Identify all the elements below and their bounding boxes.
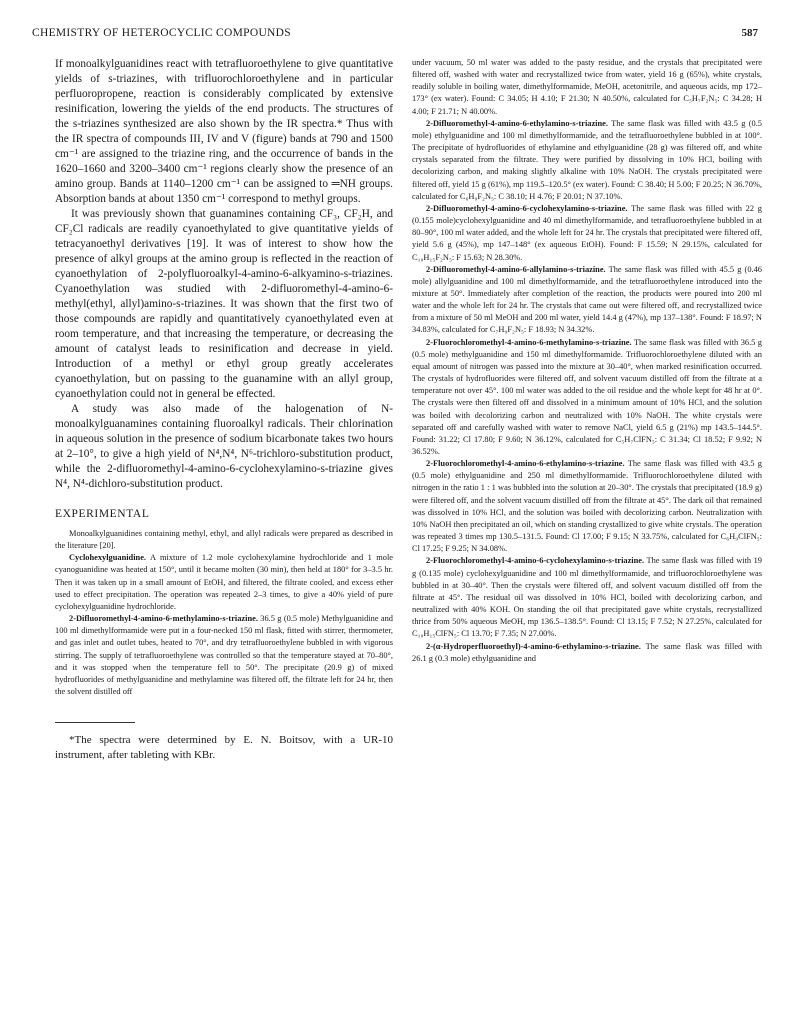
section-heading-experimental: EXPERIMENTAL — [55, 508, 150, 520]
procedure-text: The same flask was filled with 43.5 g (0.5 mole) ethylguanidine and 100 ml dimethylformamide, and the tetrafluoroethylene bubbled in at 100°. The precipitate of hydrofluorides of ethylamine and ethylguanidine (28 g) was filtered off, and white crystals separated from the filtrate. They were purified by dissolving in 10% HCl, boiling with decolorizing carbon, and making slightly alkaline with 10% NaOH. The crystals precipitated were filtered off, yield 15 g (61%), mp 119.5–120.5° (ex water). Found: C 38.40; H 5.00; F 20.25; N 36.70%, calculated for C₆H₉F₂N₅: C 38.10; H 4.76; F 20.01; N 37.10%. — [412, 118, 762, 201]
compound-name: 2-Fluorochloromethyl-4-amino-6-methylamino-s-triazine. — [426, 337, 632, 347]
experimental-paragraph — [412, 337, 762, 459]
footnote-rule — [55, 722, 135, 723]
experimental-paragraph — [55, 528, 393, 552]
experimental-paragraph — [412, 203, 762, 264]
body-paragraph: A study was also made of the halogenation of N-monoalkylguanamines containing fluoroalkyl radicals. Their chlorination in aqueous solution in the presence of sodium bicarbonate takes two hours at 2–10°, to give a high yield of N⁴,N⁴, N⁶-trichloro-substitution product, while the 2-difluoromethyl-4-amino-6-cyclohexylamino-s-triazine gives N⁴, N⁴-dichloro-substitution product. — [55, 403, 393, 490]
left-column — [55, 57, 393, 1022]
compound-name: Cyclohexylguanidine. — [69, 553, 147, 563]
procedure-text: The same flask was filled with 26.1 g (0.3 mole) ethylguanidine and — [412, 641, 762, 663]
procedure-text: A mixture of 1.2 mole cyclohexylamine hydrochloride and 1 mole cyanoguanidine was heated at 150°, until it became molten (30 min), then held at 180° for 3–3.5 hr. Then it was taken up in a small amount of EtOH, and filtered, the filtrate cooled, and excess ether used to effect precipitation. The operation was repeated 2–3 times, to give a 40% yield of pure cyclohexylguanidine hydrochloride. — [55, 553, 393, 611]
experimental-paragraph — [412, 555, 762, 640]
experimental-paragraph — [412, 57, 762, 118]
experimental-paragraph — [412, 264, 762, 337]
compound-name: 2-Fluorochloromethyl-4-amino-6-cyclohexylamino-s-triazine. — [426, 556, 645, 566]
procedure-text: The same flask was filled with 36.5 g (0.5 mole) methylguanidine and 150 ml dimethylformamide. Trifluorochloroethylene diluted with an equal amount of nitrogen was passed into the mixture at 30–40°, when marked resinification occurred. The crystals of hydrofluorides were filtered off, and solvent vacuum distilled off from the filtrate at a temperature not over 45°. 100 ml water was added to the oil residue and the whole kept for 48 hr at 0°. The crystals were then filtered off and dissolved in a minimum amount of 10% HCl, and the solution was boiled with decolorizing carbon and neutralized with 10% NaOH. The white crystals were separated off and carefully washed with water to remove NaCl, yield 6.5 g (21%) mp 143.5–144.5°. Found: 31.22; Cl 17.80; F 9.60; N 36.12%, calculated for C₅H₇ClFN₅: C 31.34; Cl 18.52; F 9.92; N 36.52%. — [412, 337, 762, 456]
procedure-text: The same flask was filled with 19 g (0.135 mole) cyclohexylguanidine and 100 ml dimethylformamide, and trifluorochloroethylene was bubbled in at 30–40°. Then the crystals were filtered off, and solvent vacuum distilled off from the filtrate at 45°. The residual oil was dissolved in 10% HCl, boiled with decolorizing carbon, and neutralized with 40% KOH. On standing the oil that precipitated gave white crystals, recrystallized thrice from 50% aqueous MeOH, mp 136.5–138.5°. Found: Cl 13.15; F 7.52; N 27.25%, calculated for C₁₀H₁₅ClFN₅: Cl 13.70; F 7.35; N 27.00%. — [412, 556, 762, 639]
body-paragraph: It was previously shown that guanamines containing CF₃, CF₂H, and CF₂Cl radicals are readily cyanoethylated to give quantitative yields of tetracyanoethyl derivatives [19]. It was of interest to show how the presence of alkyl groups at the amino group is reflected in the reaction of cyanoethylation of 2-polyfluoroalkyl-4-amino-6-alkyamino-s-triazines. Cyanoethylation was studied with 2-difluoromethyl-4-amino-6-methyl(ethyl, allyl)amino-s-triazines. It was shown that the first two of those compounds are rapidly and quantitatively cyanoethylated even at room temperature, and that increasing the temperature, or decreasing the amount of catalyst leads to resinification and decrease in yield. Introduction of a methyl or ethyl group greatly accelerates cyanoethylation, but on passing to the guanamine with an allyl group, cyanoethylation could not in general be effected. — [55, 208, 393, 400]
compound-name: 2-Difluoromethyl-4-amino-6-ethylamino-s-triazine. — [426, 118, 608, 128]
body-paragraph: If monoalkylguanidines react with tetrafluoroethylene to give quantitative yields of s-triazines, with trifluorochloroethylene and in particular perfluoropropene, reaction is considerably complicated by extensive resinification, lowering the yields of the end products. The structures of the s-triazines synthesized are also shown by the IR spectra.* Thus with the IR spectra of compounds III, IV and V (figure) bands at 790 and 1500 cm⁻¹ are assigned to the triazine ring, and the occurrence of bands in the 1620–1660 and 3200–3400 cm⁻¹ regions clearly show the presence of an amino group. Bands at 1140–1200 cm⁻¹ can be assigned to ═NH groups. Absorption bands at about 1350 cm⁻¹ correspond to methyl groups. — [55, 58, 393, 205]
page-header — [32, 27, 758, 45]
compound-name: 2-Difluoromethyl-4-amino-6-allylamino-s-triazine. — [426, 264, 606, 274]
right-column — [412, 57, 762, 1022]
procedure-text: 36.5 g (0.5 mole) Methylguanidine and 100 ml dimethylformamide were put in a four-necked 150 ml flask, fitted with stirrer, thermometer, and gas inlet and outlet tubes, heated to 70°, and dry tetrafluoroethylene bubbled in with vigorous stirring. The supply of tetrafluoroethylene was controlled so that the temperature stayed at 70–80°, and it was stopped when the temperature fell to 50°. The precipitate (20.9 g) of mixed hydrofluorides of methylguanidine and methylamine was filtered off, the filtrate left for 24 hr, then the solvent distilled off — [55, 614, 393, 697]
page-number: 587 — [741, 27, 758, 39]
compound-name: 2-Difluoromethyl-4-amino-6-methylamino-s-triazine. — [69, 614, 258, 624]
experimental-paragraph — [412, 458, 762, 555]
procedure-text: The same flask was filled with 22 g (0.155 mole)cyclohexylguanidine and 40 ml dimethylformamide, and tetrafluoroethylene bubbled in at 80–90°, 100 ml water added, and the whole left for 24 hr. The crystals that precipitated were filtered off, yield 5.6 g (45%), mp 147–148° (ex aqueous EtOH). Found: F 15.59; N 29.15%, calculated for C₁₀H₁₅F₂N₅: F 15.63; N 28.30%. — [412, 203, 762, 262]
procedure-text: under vacuum, 50 ml water was added to the pasty residue, and the crystals that precipitated were filtered off, washed with water and recrystallized twice from water, yield 16 g (65%), white crystals, readily soluble in boiling water, dimethylformamide, MeOH, acetonitrile, and aqueous acids, mp 172–173° (ex water). Found: C 34.05; H 4.10; F 21.30; N 40.50%, calculated for C₅H₇F₂N₅: C 34.28; H 4.00; F 21.71; N 40.00%. — [412, 58, 762, 116]
procedure-text: Monoalkylguanidines containing methyl, ethyl, and allyl radicals were prepared as described in the literature [20]. — [55, 529, 393, 551]
compound-name: 2-(α-Hydroperfluoroethyl)-4-amino-6-ethylamino-s-triazine. — [426, 641, 641, 651]
procedure-text: The same flask was filled with 45.5 g (0.46 mole) allylguanidine and 100 ml dimethylformamide, and the tetrafluoroethylene introduced into the mixture at 50°. Immediately after completion of the reaction, the products were poured into 200 ml water and the whole left for 24 hr. The crystals that came out were filtered off, and recrystallized twice from a mixture of 50 ml MeOH and 200 ml water, yield 14.4 g (47%), mp 137–138°. Found: F 18.97; N 34.83%, calculated for C₇H₉F₂N₅: F 18.93; N 34.32%. — [412, 264, 762, 335]
compound-name: 2-Fluorochloromethyl-4-amino-6-ethylamino-s-triazine. — [426, 459, 625, 469]
experimental-paragraph — [55, 552, 393, 613]
running-title: CHEMISTRY OF HETEROCYCLIC COMPOUNDS — [32, 27, 291, 39]
footnote: *The spectra were determined by E. N. Boitsov, with a UR-10 instrument, after tableting with KBr. — [55, 734, 393, 762]
compound-name: 2-Difluoromethyl-4-amino-6-cyclohexylamino-s-triazine. — [426, 203, 628, 213]
procedure-text: The same flask was filled with 43.5 g (0.5 mole) ethylguanidine and 250 ml dimethylformamide. Trifluorochloroethylene diluted with nitrogen in the ratio 1 : 1 was bubbled into the solution at 20–30°. The crystals that precipitated (18.9 g) were filtered off, and the solvent vacuum distilled off from the filtrate at 45°. The dark oil that remained was dissolved in 10% HCl, and the solution was boiled with decolorizing carbon. Neutralization with 10% NaOH then precipitated an oil, which on standing crystallized to give white crystals. The operation was repeated 3 times mp 130.5–131.5. Found: Cl 17.00; F 9.15; N 33.75%, calculated for C₆H₉ClFN₅: Cl 17.25; F 9.25; N 34.08%. — [412, 459, 762, 554]
experimental-paragraph — [412, 118, 762, 203]
experimental-paragraph — [412, 641, 762, 665]
experimental-paragraph — [55, 613, 393, 698]
